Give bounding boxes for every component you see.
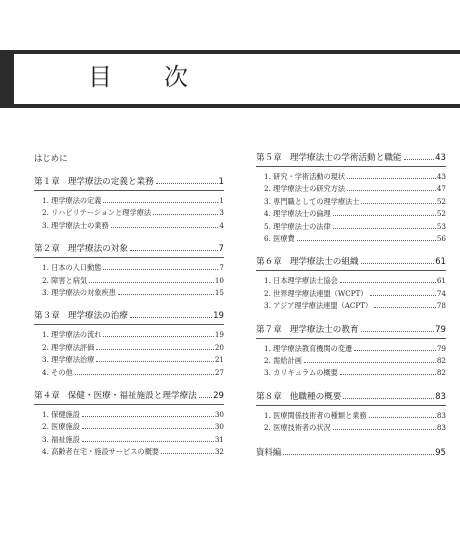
leader-dots [199,397,212,398]
section-title: 6. 医療費 [264,234,295,244]
section-title: 1. 理学療法の定義 [42,196,102,205]
leader-dots [103,202,218,203]
leader-dots [103,269,218,270]
section-page: 3 [219,208,224,218]
section-title: 1. 日本の人口動態 [42,263,102,273]
leader-dots [404,159,435,160]
chapter-number: 第１章 [34,177,60,187]
leader-dots [354,350,436,351]
chapter-title: 他職種の概要 [289,391,342,402]
section-page: 82 [436,368,446,378]
section-entry[interactable] [256,300,446,312]
section-entry[interactable] [256,343,446,355]
chapter-heading[interactable] [34,310,224,325]
section-title: 2. リハビリテーションと理学療法 [42,208,152,218]
section-page: 1 [219,196,224,205]
section-entry[interactable] [34,287,224,299]
chapter-title: 保健・医療・福祉施設と理学療法 [67,391,197,402]
chapter-heading[interactable] [34,176,224,191]
section-entry[interactable] [34,421,224,433]
chapter-page: 43 [435,153,446,163]
leader-dots [343,398,434,399]
section-page: 61 [436,276,446,286]
intro-entry: はじめに [34,153,68,163]
chapter-page: 29 [213,391,224,402]
section-page: 47 [436,184,446,194]
section-entry[interactable] [256,233,446,245]
chapter-block [34,176,224,232]
leader-dots [82,416,214,417]
section-page: 31 [214,434,224,444]
section-title: 3. 福祉施設 [42,434,80,444]
title-side-bar [0,50,14,108]
leader-dots [130,250,218,251]
section-entry[interactable] [34,207,224,219]
chapter-heading[interactable] [34,243,224,258]
leader-dots [96,349,214,350]
section-title: 3. カリキュラムの概要 [264,368,338,378]
section-entry[interactable] [34,342,224,354]
title-bottom-rule [14,104,460,108]
chapter-title: 理学療法の定義と業務 [67,177,154,187]
section-entry[interactable] [256,171,446,183]
section-page: 79 [436,343,446,353]
chapter-number: 第６章 [256,257,282,268]
leader-dots [118,294,214,295]
section-entry[interactable] [34,220,224,232]
section-page: 32 [214,447,224,457]
leader-dots [333,429,436,430]
section-page: 21 [214,355,224,365]
section-page: 4 [219,220,224,230]
section-entry[interactable] [34,262,224,274]
section-title: 1. 日本理学療法士協会 [264,276,338,286]
section-title: 4. 理学療法士の倫理 [264,209,331,219]
leader-dots [304,362,436,363]
appendix-entry [256,446,446,459]
section-title: 2. 理学療法士の研究方法 [264,184,346,194]
section-page: 78 [436,301,446,311]
section-page: 82 [436,356,446,366]
leader-dots [283,454,434,455]
section-page: 74 [436,288,446,298]
section-title: 3. 理学療法の対象疾患 [42,288,116,298]
section-entry[interactable] [34,275,224,287]
chapter-block [34,390,224,459]
chapter-page: 19 [213,311,224,322]
section-entry[interactable] [34,195,224,207]
section-page: 27 [214,367,224,377]
chapter-title: 理学療法士の組織 [289,257,359,268]
section-entry[interactable] [34,367,224,379]
section-entry[interactable] [34,434,224,446]
section-title: 4. その他 [42,367,73,377]
section-title: 2. 障害と病気 [42,275,88,285]
section-entry[interactable] [256,422,446,434]
appendix-page: 95 [435,447,446,458]
section-page: 7 [219,263,224,273]
left-chapter-list [34,176,224,459]
toc-right-column [256,152,446,459]
chapter-page: 1 [218,177,224,187]
section-entry[interactable] [34,446,224,458]
section-entry[interactable] [34,409,224,421]
chapter-heading[interactable] [256,324,446,339]
section-entry[interactable] [256,410,446,422]
section-title: 1. 保健施設 [42,410,80,420]
section-title: 3. アジア理学療法連盟（ACPT） [264,301,373,311]
leader-dots [111,227,219,228]
chapter-page: 7 [218,244,224,255]
section-page: 10 [214,275,224,285]
chapter-title: 理学療法士の学術活動と職能 [289,153,402,163]
chapter-number: 第３章 [34,311,60,322]
section-entry[interactable] [256,183,446,195]
section-title: 1. 医療関係技術者の種類と業務 [264,410,367,420]
section-page: 15 [214,288,224,298]
chapter-title: 理学療法の対象 [67,244,128,255]
section-page: 30 [214,410,224,420]
section-page: 30 [214,422,224,432]
chapter-page: 61 [435,257,446,268]
section-title: 3. 専門職としての理学療法士 [264,196,360,206]
leader-dots [161,453,214,454]
section-page: 52 [436,196,446,206]
section-title: 2. 医療施設 [42,422,80,432]
section-title: 3. 理学療法士の業務 [42,220,109,230]
chapter-number: 第７章 [256,324,282,335]
page-title: 目 次 [88,63,202,91]
section-page: 83 [436,410,446,420]
section-title: 3. 理学療法治療 [42,355,95,365]
section-entry[interactable] [256,221,446,233]
section-page: 56 [436,234,446,244]
leader-dots [333,228,436,229]
leader-dots [347,178,436,179]
leader-dots [82,441,214,442]
section-title: 5. 理学療法士の法律 [264,221,331,231]
section-page: 83 [436,423,446,433]
leader-dots [369,417,436,418]
appendix-title: 資料編 [256,446,282,457]
section-entry[interactable] [34,329,224,341]
chapter-heading[interactable] [256,391,446,406]
leader-dots [361,263,435,264]
chapter-block [256,152,446,245]
section-entry[interactable] [256,196,446,208]
chapter-block [256,391,446,435]
leader-dots [153,214,218,215]
section-title: 1. 研究・学術活動の現状 [264,172,346,181]
right-chapter-list [256,152,446,435]
section-page: 43 [436,172,446,181]
leader-dots [103,336,213,337]
chapter-block [256,324,446,380]
title-top-rule [14,50,460,54]
leader-dots [340,374,436,375]
toc-left-column [34,152,224,470]
chapter-page: 79 [435,324,446,335]
section-page: 53 [436,221,446,231]
chapter-heading[interactable] [256,256,446,271]
section-page: 20 [214,342,224,352]
leader-dots [370,295,436,296]
section-entry[interactable] [256,208,446,220]
leader-dots [340,282,436,283]
chapter-title: 理学療法士の教育 [289,324,359,335]
chapter-heading[interactable] [34,390,224,405]
leader-dots [82,428,214,429]
section-title: 2. 理学療法評価 [42,342,95,352]
leader-dots [374,307,436,308]
chapter-number: 第２章 [34,244,60,255]
section-entry[interactable] [256,355,446,367]
leader-dots [361,331,435,332]
leader-dots [130,317,212,318]
section-title: 1. 理学療法の流れ [42,330,102,340]
section-entry[interactable] [256,367,446,379]
chapter-page: 83 [435,391,446,402]
leader-dots [333,215,436,216]
leader-dots [347,190,436,191]
chapter-number: 第８章 [256,391,282,402]
chapter-block [256,256,446,312]
chapter-number: 第５章 [256,153,282,163]
section-title: 2. 医療技術者の状況 [264,423,331,433]
section-title: 2. 需給計画 [264,356,302,366]
section-page: 19 [214,330,224,340]
section-page: 52 [436,209,446,219]
section-entry[interactable] [256,275,446,287]
section-title: 2. 世界理学療法連盟（WCPT） [264,288,368,298]
leader-dots [297,240,436,241]
section-title: 4. 高齢者在宅・施設サービスの概要 [42,447,159,457]
chapter-block [34,243,224,299]
leader-dots [75,374,214,375]
leader-dots [96,361,214,362]
chapter-heading[interactable] [256,152,446,167]
chapter-number: 第４章 [34,391,60,402]
section-entry[interactable] [256,288,446,300]
chapter-title: 理学療法の治療 [67,311,128,322]
leader-dots [361,203,435,204]
leader-dots [89,282,214,283]
chapter-block [34,310,224,379]
section-title: 1. 理学療法教育機関の変遷 [264,343,353,353]
leader-dots [156,183,218,184]
section-entry[interactable] [34,354,224,366]
